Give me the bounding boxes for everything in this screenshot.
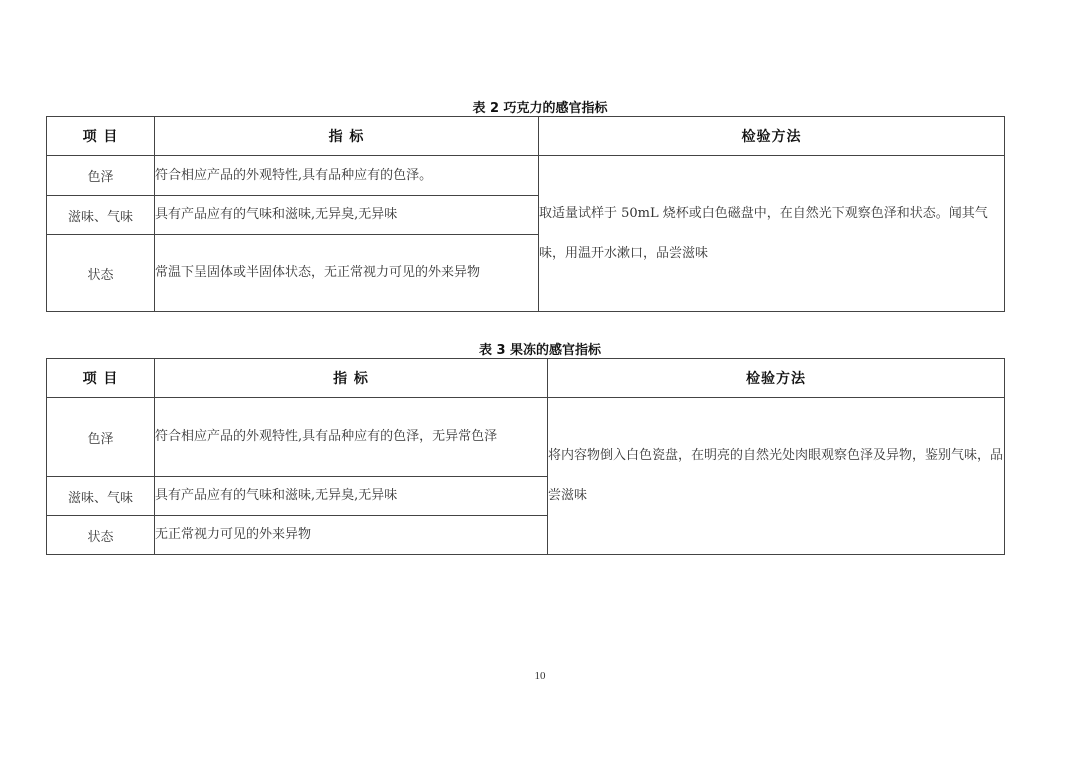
table-header-row: [47, 117, 1005, 156]
row-item: 滋味、气味: [47, 196, 155, 235]
jelly-sensory-table: [46, 358, 1005, 555]
header-method: 检验方法: [539, 117, 1005, 156]
header-item: 项 目: [47, 359, 155, 398]
row-item: 色泽: [47, 398, 155, 477]
row-item: 色泽: [47, 156, 155, 196]
row-spec: 常温下呈固体或半固体状态，无正常视力可见的外来异物: [155, 235, 539, 312]
row-spec: 符合相应产品的外观特性,具有品种应有的色泽。: [155, 156, 539, 196]
table-2-caption: 表 2 巧克力的感官指标: [472, 101, 608, 116]
row-spec: 具有产品应有的气味和滋味,无异臭,无异味: [155, 196, 539, 235]
header-spec: 指 标: [155, 117, 539, 156]
row-spec: 无正常视力可见的外来异物: [155, 516, 548, 555]
table-3-caption: 表 3 果冻的感官指标: [478, 343, 602, 358]
page-number: 10: [534, 670, 546, 682]
row-spec: 符合相应产品的外观特性,具有品种应有的色泽，无异常色泽: [155, 398, 548, 477]
row-item: 滋味、气味: [47, 477, 155, 516]
header-item: 项 目: [47, 117, 155, 156]
row-spec: 具有产品应有的气味和滋味,无异臭,无异味: [155, 477, 548, 516]
table-header-row: [47, 359, 1005, 398]
table-row: [47, 156, 1005, 196]
method-text: 取适量试样于 50mL 烧杯或白色磁盘中，在自然光下观察色泽和状态。闻其气味，用温开水漱口，品尝滋味: [539, 156, 1005, 312]
header-method: 检验方法: [548, 359, 1005, 398]
row-item: 状态: [47, 516, 155, 555]
table-row: [47, 398, 1005, 477]
header-spec: 指 标: [155, 359, 548, 398]
row-item: 状态: [47, 235, 155, 312]
method-text: 将内容物倒入白色瓷盘，在明亮的自然光处肉眼观察色泽及异物，鉴别气味，品尝滋味: [548, 398, 1005, 555]
chocolate-sensory-table: [46, 116, 1005, 312]
